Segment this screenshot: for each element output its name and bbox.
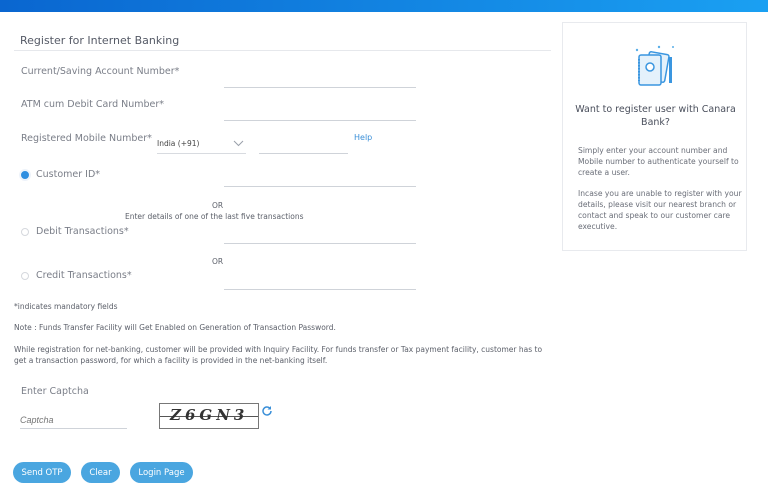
clear-button[interactable]: Clear bbox=[81, 462, 120, 483]
captcha-label: Enter Captcha bbox=[21, 386, 89, 397]
refresh-icon[interactable] bbox=[261, 405, 273, 417]
customer-id-label: Customer ID* bbox=[36, 169, 101, 180]
or-separator: OR bbox=[212, 257, 224, 266]
info-panel bbox=[562, 22, 747, 251]
debit-transactions-input[interactable] bbox=[224, 228, 416, 244]
country-code-select[interactable] bbox=[157, 136, 246, 154]
credit-transactions-input[interactable] bbox=[224, 274, 416, 290]
debit-transactions-label: Debit Transactions* bbox=[36, 226, 129, 237]
or-separator: OR bbox=[212, 201, 224, 210]
captcha-image bbox=[159, 403, 259, 429]
account-number-label: Current/Saving Account Number* bbox=[21, 66, 180, 77]
customer-id-radio[interactable] bbox=[21, 171, 29, 179]
captcha-input[interactable] bbox=[20, 411, 127, 429]
panel-text-1: Simply enter your account number and Mobile number to authenticate yourself to create a user. bbox=[578, 146, 739, 177]
mobile-number-label: Registered Mobile Number* bbox=[21, 133, 152, 144]
mobile-number-input[interactable] bbox=[259, 138, 348, 154]
send-otp-button[interactable]: Send OTP bbox=[13, 462, 71, 483]
divider bbox=[14, 50, 551, 51]
credit-transactions-radio[interactable] bbox=[21, 272, 29, 280]
account-number-input[interactable] bbox=[224, 72, 416, 88]
funds-transfer-note: Note : Funds Transfer Facility will Get Enabled on Generation of Transaction Password. bbox=[14, 323, 336, 332]
page-title: Register for Internet Banking bbox=[20, 34, 180, 47]
transactions-hint: Enter details of one of the last five transactions bbox=[125, 212, 304, 221]
chevron-down-icon bbox=[233, 140, 244, 147]
credit-transactions-label: Credit Transactions* bbox=[36, 270, 132, 281]
registration-info: While registration for net-banking, customer will be provided with Inquiry Facility. For funds transfer or Tax payment facility, customer has to get a transaction password, for which a facility is provided in the net-banking itself. bbox=[14, 345, 543, 365]
help-link[interactable]: Help bbox=[354, 133, 373, 142]
notebook-icon bbox=[633, 43, 679, 91]
captcha-text: Z6GN3 bbox=[170, 406, 249, 424]
login-page-button[interactable]: Login Page bbox=[130, 462, 193, 483]
atm-card-input[interactable] bbox=[224, 105, 416, 121]
panel-title: Want to register user with Canara Bank? bbox=[575, 104, 736, 128]
customer-id-input[interactable] bbox=[224, 171, 416, 187]
top-header-bar bbox=[0, 0, 768, 12]
debit-transactions-radio[interactable] bbox=[21, 228, 29, 236]
mandatory-note: *indicates mandatory fields bbox=[14, 302, 118, 311]
atm-card-label: ATM cum Debit Card Number* bbox=[21, 99, 165, 110]
panel-text-2: Incase you are unable to register with your details, please visit our nearest branch or contact and speak to our customer care executive. bbox=[578, 189, 742, 231]
country-code-value: India (+91) bbox=[157, 139, 200, 148]
